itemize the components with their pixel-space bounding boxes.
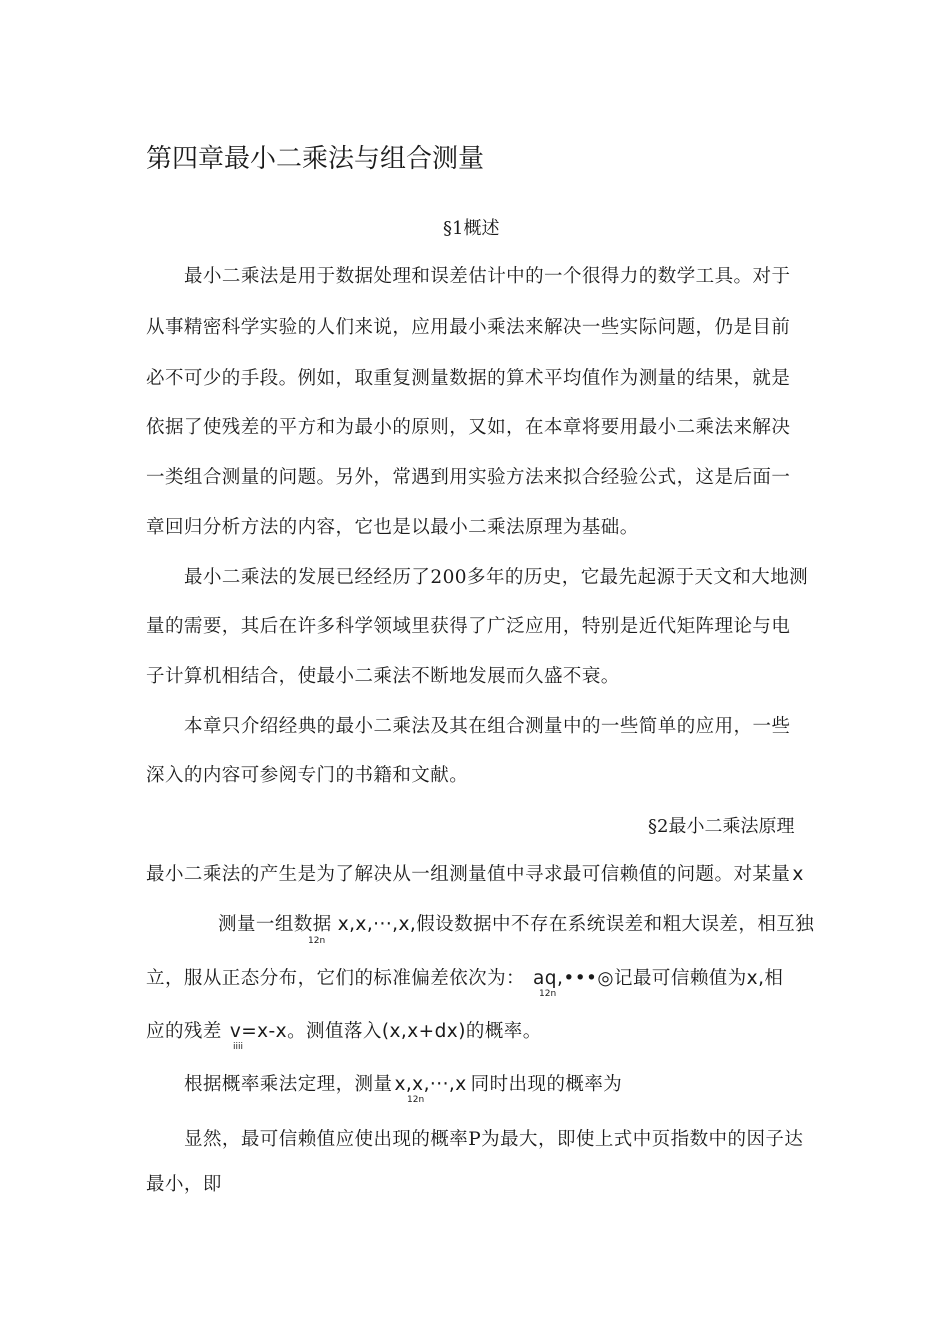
paragraph-line: 最小二乘法的发展已经经历了200多年的历史，它最先起源于天文和大地测 <box>184 567 809 588</box>
paragraph-line: 依据了使残差的平方和为最小的原则，又如，在本章将要用最小二乘法来解决 <box>146 417 791 438</box>
paragraph-line: 一类组合测量的问题。另外，常遇到用实验方法来拟合经验公式，这是后面一 <box>146 467 791 488</box>
text: 测量一组数据 <box>218 914 332 935</box>
text: 同时出现的概率为 <box>470 1074 623 1095</box>
math-variable: x <box>792 864 804 885</box>
principle-line-4 <box>146 1017 542 1043</box>
math-variable: v=x-x <box>229 1021 288 1042</box>
paragraph-line: 子计算机相结合，使最小二乘法不断地发展而久盛不衰。 <box>146 666 620 687</box>
section-heading-principle: §2最小二乘法原理 <box>648 816 795 837</box>
math-subscript: iiii <box>233 1042 244 1052</box>
math-variable: x, <box>746 968 765 989</box>
math-variable: (x,x+dx) <box>381 1021 466 1042</box>
math-subscript: 12n <box>308 936 326 946</box>
text: 假设数据中不存在系统误差和粗大误差，相互独 <box>416 914 815 935</box>
text: 最小二乘法的产生是为了解决从一组测量值中寻求最可信赖值的问题。对某量 <box>146 864 791 885</box>
chapter-title: 第四章最小二乘法与组合测量 <box>146 144 485 174</box>
text: 立，服从正态分布，它们的标准偏差依次为： <box>146 968 526 989</box>
paragraph-line: 章回归分析方法的内容，它也是以最小二乘法原理为基础。 <box>146 517 639 538</box>
paragraph-line: 必不可少的手段。例如，取重复测量数据的算术平均值作为测量的结果，就是 <box>146 368 791 389</box>
math-subscript: 12n <box>407 1095 425 1105</box>
text: 。测值落入 <box>287 1021 382 1042</box>
math-variable: x,x,···,x, <box>337 914 417 935</box>
principle-line-2 <box>218 910 814 936</box>
text: 记最可信赖值为 <box>614 968 747 989</box>
text: 根据概率乘法定理，测量 <box>184 1074 393 1095</box>
paragraph-line: 最小二乘法是用于数据处理和误差估计中的一个很得力的数学工具。对于 <box>184 266 791 287</box>
text: 相 <box>764 968 784 989</box>
paragraph-line: 显然，最可信赖值应使出现的概率P为最大，即使上式中页指数中的因子达 <box>184 1129 804 1150</box>
paragraph-line: 最小，即 <box>146 1174 222 1195</box>
paragraph-line: 本章只介绍经典的最小二乘法及其在组合测量中的一些简单的应用，一些 <box>184 716 791 737</box>
text: 的概率。 <box>465 1021 542 1042</box>
principle-line-3 <box>146 964 783 990</box>
math-variable: aq,•••◎ <box>533 968 615 989</box>
paragraph-line: 深入的内容可参阅专门的书籍和文献。 <box>146 765 469 786</box>
principle-line-5 <box>184 1070 622 1096</box>
principle-line-1 <box>146 860 804 886</box>
math-variable: x,x,···,x <box>394 1074 467 1095</box>
section-heading-overview: §1概述 <box>443 218 500 239</box>
math-subscript: 12n <box>539 989 557 999</box>
paragraph-line: 量的需要，其后在许多科学领域里获得了广泛应用，特别是近代矩阵理论与电 <box>146 616 791 637</box>
paragraph-line: 从事精密科学实验的人们来说，应用最小乘法来解决一些实际问题，仍是目前 <box>146 317 791 338</box>
text: 应的残差 <box>146 1021 222 1042</box>
